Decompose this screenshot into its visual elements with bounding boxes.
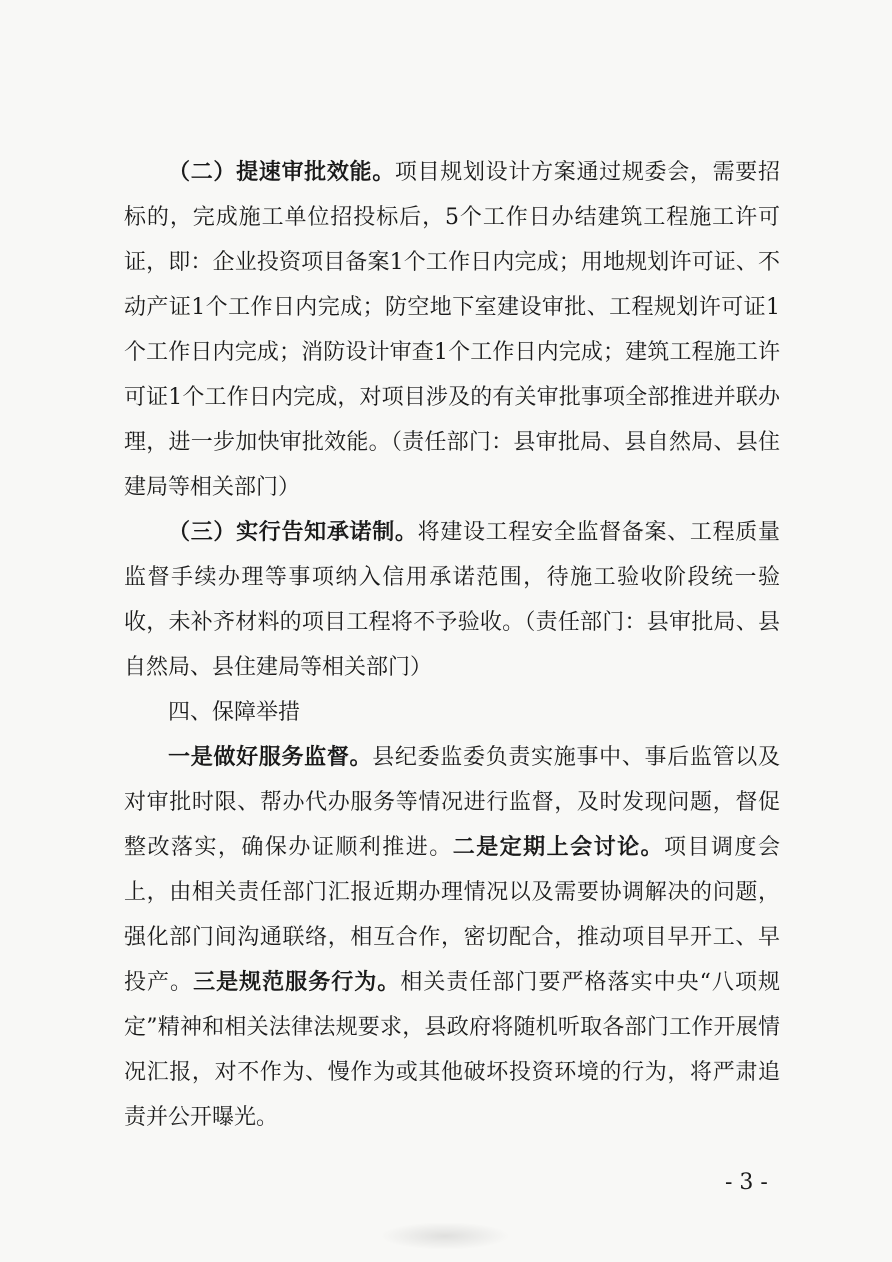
paragraph-lead: （三）实行告知承诺制。: [168, 519, 418, 545]
page-number: - 3 -: [725, 1170, 768, 1195]
measure-text-3: 相关责任部门要严格落实中央“八项规定”精神和相关法律法规要求，县政府将随机听取各部门工作开展情况汇报，对不作为、慢作为或其他破坏投资环境的行为，将严肃追责并公开曝光。: [124, 970, 780, 1130]
section-heading: 四、保障举措: [168, 700, 301, 725]
paragraph-speed-up-approval: [124, 150, 780, 510]
paragraph-notification-commitment: [124, 510, 780, 690]
paragraph-text: 项目规划设计方案通过规委会，需要招标的，完成施工单位招投标后，5个工作日办结建筑工程施工许可证，即：企业投资项目备案1个工作日内完成；用地规划许可证、不动产证1个工作日内完成；防空地下室建设审批、工程规划许可证1个工作日内完成；消防设计审查1个工作日内完成；建筑工程施工许可证1个工作日内完成，对项目涉及的有关审批事项全部推进并联办理，进一步加快审批效能。（责任部门：县审批局、县自然局、县住建局等相关部门）: [124, 160, 780, 500]
paragraph-lead: （二）提速审批效能。: [168, 159, 395, 185]
measure-text-2: 项目调度会上，由相关责任部门汇报近期办理情况以及需要协调解决的问题，强化部门间沟通联络，相互合作，密切配合，推动项目早开工、早投产。: [124, 835, 780, 995]
paragraph-text: 将建设工程安全监督备案、工程质量监督手续办理等事项纳入信用承诺范围，待施工验收阶段统一验收，未补齐材料的项目工程将不予验收。（责任部门：县审批局、县自然局、县住建局等相关部门）: [124, 520, 780, 680]
measure-text-1: 县纪委监委负责实施事中、事后监管以及对审批时限、帮办代办服务等情况进行监督，及时发现问题，督促整改落实，确保办证顺利推进。: [124, 745, 780, 860]
measure-lead-2: 二是定期上会讨论。: [452, 834, 665, 860]
document-body: [124, 150, 780, 1140]
measure-lead-1: 一是做好服务监督。: [168, 744, 373, 770]
measure-lead-3: 三是规范服务行为。: [193, 969, 401, 995]
paragraph-safeguard-measures: [124, 735, 780, 1140]
scan-artifact: [380, 1222, 510, 1250]
